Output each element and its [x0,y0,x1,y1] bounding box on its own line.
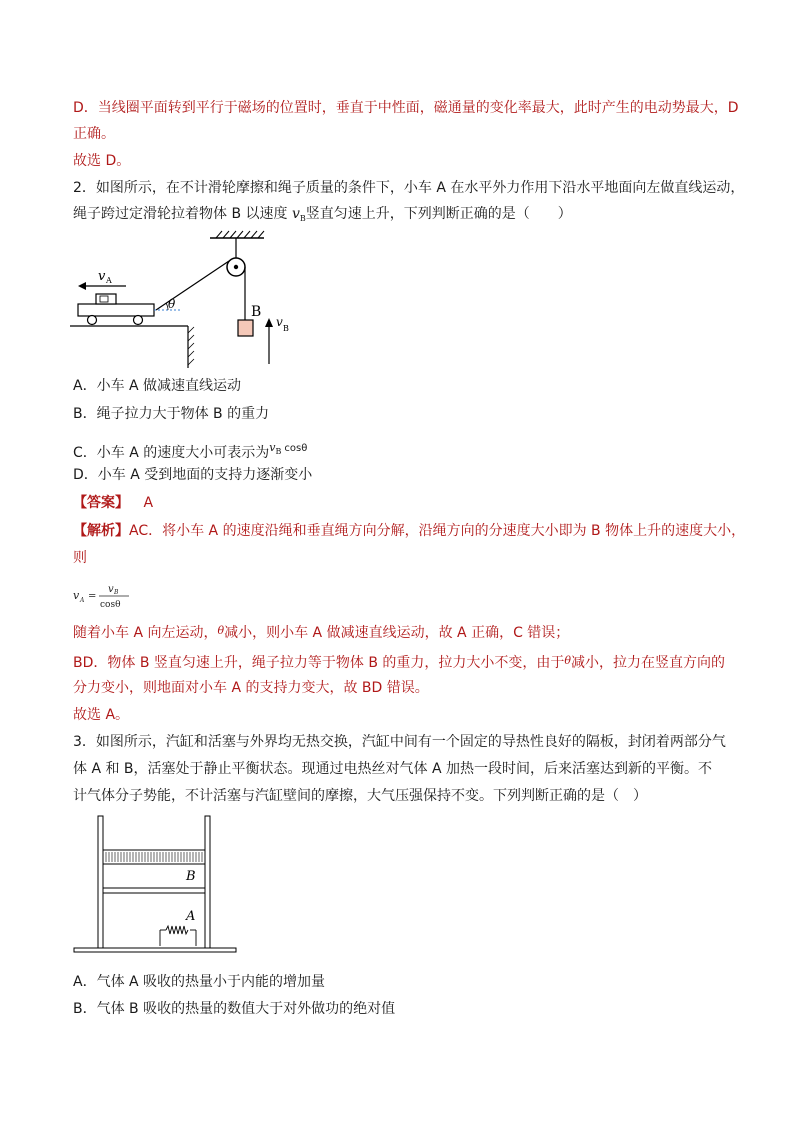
q2-stem-var: v [291,206,300,222]
base [74,948,236,952]
q2-option-c-text: C．小车 A 的速度大小可表示为 [73,445,270,461]
q2-analysis-line2: 则 [73,550,87,566]
q2-option-c-formula: cosθ [284,443,308,454]
q2-answer [73,493,153,513]
q2-option-b: B．绳子拉力大于物体 B 的重力 [73,406,270,422]
q2-stem-line1: 2．如图所示，在不计滑轮摩擦和绳子质量的条件下，小车 A 在水平外力作用下沿水平地面向左做直线运动， [73,180,745,196]
q2-analysis-line1 [73,521,745,541]
label-gas-a: A [186,909,196,924]
q2-conclusion: 故选 A。 [73,707,130,723]
q2-stem-text-a: 绳子跨过定滑轮拉着物体 B 以速度 [73,206,292,222]
formula-num: v [108,584,114,595]
q2-stem-var-sub: B [299,214,306,223]
formula-eq: = [88,591,97,602]
cart-a [78,294,154,325]
analysis-text-4b: 减小，拉力在竖直方向的 [571,655,726,671]
analysis-theta-1: θ [217,624,225,637]
q2-option-d: D．小车 A 受到地面的支持力逐渐变小 [73,467,313,483]
label-gas-b: B [186,869,196,884]
q1-option-d-line2: 正确。 [73,126,115,142]
q1-option-d-line1: D．当线圈平面转到平行于磁场的位置时，垂直于中性面，磁通量的变化率最大，此时产生的电动势最大，D [73,100,739,116]
partition [103,888,205,893]
analysis-label: 【解析】 [73,523,129,539]
block-b [238,320,253,336]
q2-stem-text-b: 竖直匀速上升，下列判断正确的是（ ） [305,206,572,222]
q2-option-a: A．小车 A 做减速直线运动 [73,378,242,394]
q3-stem-line3: 计气体分子势能，不计活塞与汽缸壁间的摩擦，大气压强保持不变。下列判断正确的是（ ） [73,788,647,804]
q1-conclusion: 故选 D。 [73,153,131,169]
q2-stem-line2 [73,204,572,229]
label-theta: θ [168,297,176,311]
formula-lhs: v [73,589,80,602]
analysis-text-1: AC．将小车 A 的速度沿绳和垂直绳方向分解，沿绳方向的分速度大小即为 B 物体上升的速度大小， [129,523,746,539]
label-vb-sub: B [283,324,289,333]
label-va-sub: A [106,276,112,285]
answer-value: A [143,495,154,511]
label-va: v [98,269,106,284]
heating-wire [160,926,196,946]
analysis-theta-2: θ [564,654,572,667]
label-b: B [251,304,262,320]
q2-formula [73,582,143,612]
q2-option-c-var-sub: B [275,447,282,456]
analysis-text-3a: 随着小车 A 向左运动， [73,625,218,641]
q3-option-b: B．气体 B 吸收的热量的数值大于对外做功的绝对值 [73,1001,396,1017]
q3-option-a: A．气体 A 吸收的热量小于内能的增加量 [73,974,326,990]
formula-lhs-sub: A [80,597,85,604]
label-vb: v [276,315,283,329]
analysis-text-4a: BD．物体 B 竖直匀速上升，绳子拉力等于物体 B 的重力，拉力大小不变，由于 [73,655,565,671]
q2-option-c [73,438,307,463]
q3-stem-line1: 3．如图所示，汽缸和活塞与外界均无热交换，汽缸中间有一个固定的导热性良好的隔板，封闭着两部分气 [73,734,726,750]
q2-analysis-line5: 分力变小，则地面对小车 A 的支持力变大，故 BD 错误。 [73,680,429,696]
answer-label: 【答案】 [73,495,129,511]
formula-den: cosθ [100,600,121,610]
q2-pulley-figure [70,228,310,370]
formula-num-sub: B [114,589,119,596]
q2-analysis-line4 [73,651,725,673]
q3-stem-line2: 体 A 和 B，活塞处于静止平衡状态。现通过电热丝对气体 A 加热一段时间，后来活塞达到新的平衡。不 [73,761,713,777]
q3-cylinder-figure [70,812,242,960]
q2-option-c-var: v [269,441,276,454]
analysis-text-3b: 减小，则小车 A 做减速直线运动，故 A 正确，C 错误； [224,625,570,641]
q2-analysis-line3 [73,621,569,643]
rope-to-cart [156,261,229,310]
